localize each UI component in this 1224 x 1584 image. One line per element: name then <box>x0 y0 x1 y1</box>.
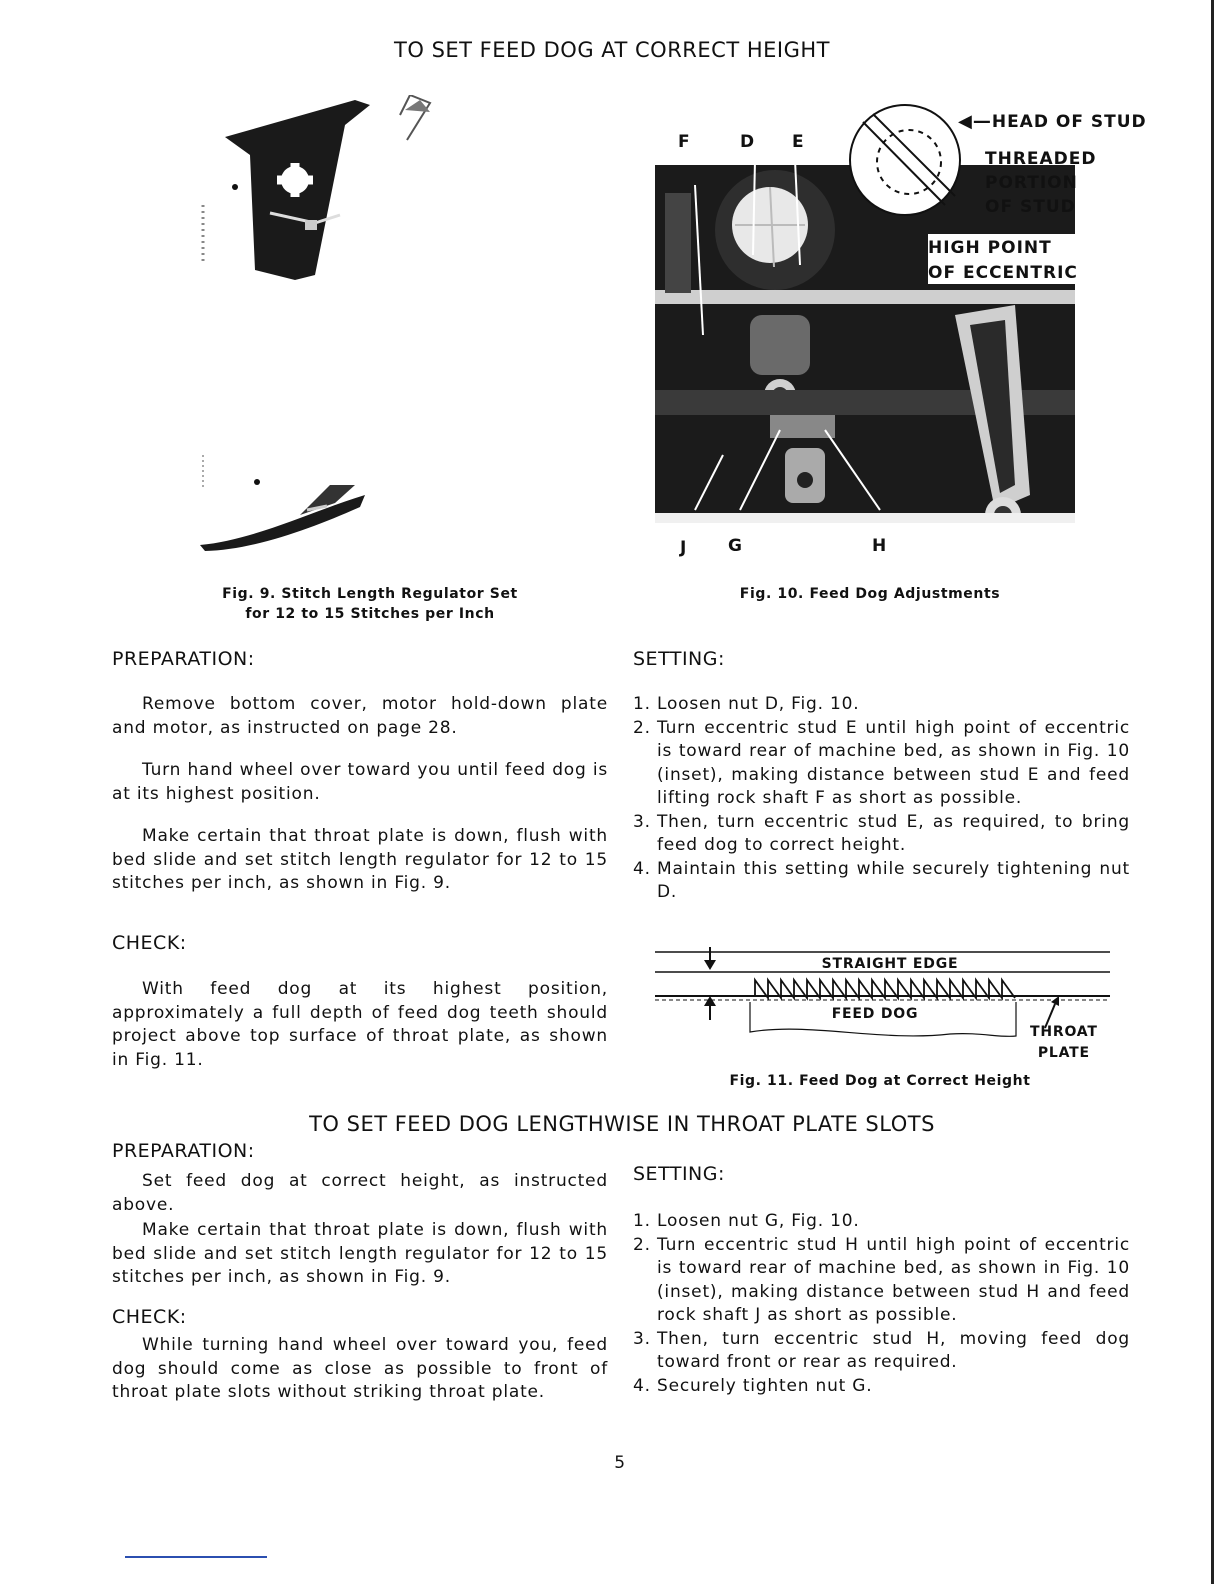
threaded-line1: THREADED <box>985 149 1097 169</box>
section2-check-paragraph: While turning hand wheel over toward you, feed dog should come as close as possible to front of throat plate slots without striking throat plate. <box>112 1335 608 1402</box>
section2-check-heading: CHECK: <box>112 1306 187 1328</box>
section2-title: TO SET FEED DOG LENGTHWISE IN THROAT PLATE SLOTS <box>309 1112 935 1136</box>
fig10-caption: Fig. 10. Feed Dog Adjustments <box>739 586 1001 602</box>
step-item <box>633 811 1130 858</box>
section2-preparation-heading: PREPARATION: <box>112 1140 255 1162</box>
step-item <box>633 717 1130 811</box>
section2-preparation-text <box>112 1170 608 1290</box>
fig9-caption <box>190 584 550 624</box>
section2-setting-heading: SETTING: <box>633 1163 725 1185</box>
high-point-line1: HIGH POINT <box>928 238 1052 258</box>
step-number: 2. <box>633 1234 651 1255</box>
step-item <box>633 1328 1130 1375</box>
fig10-label-f: F <box>678 132 691 152</box>
fig10-label-g: G <box>728 536 743 556</box>
section1-check-paragraph: With feed dog at its highest position, approximately a full depth of feed dog teeth should project above top surface of throat plate, as shown in Fig. 11. <box>112 979 608 1070</box>
page-title: TO SET FEED DOG AT CORRECT HEIGHT <box>394 38 830 62</box>
page-edge-rule <box>1211 0 1214 1584</box>
throat-line1: THROAT <box>1030 1024 1098 1040</box>
threaded-line2: PORTION <box>985 173 1078 193</box>
page-number: 5 <box>614 1453 626 1473</box>
high-point-line2: OF ECCENTRIC <box>928 263 1078 283</box>
step-item <box>633 1375 1130 1399</box>
step-item <box>633 1210 1130 1234</box>
fig10-label-high-point <box>928 236 1078 286</box>
step-number: 3. <box>633 811 651 832</box>
fig10-label-threaded-portion <box>985 147 1097 219</box>
fig9-illustration <box>195 95 445 560</box>
section1-preparation-text <box>112 693 608 915</box>
section2-check-text <box>112 1334 608 1424</box>
step-text: Turn eccentric stud E until high point of eccentric is toward rear of machine bed, as shown in Fig. 10 (inset), making distance between stud E and feed lifting rock shaft F as short as possible. <box>657 717 1130 808</box>
fig10-label-head-of-stud: ◀—HEAD OF STUD <box>958 111 1147 132</box>
step-number: 2. <box>633 717 651 738</box>
step-number: 1. <box>633 1211 651 1231</box>
section2-prep-paragraph: Make certain that throat plate is down, flush with bed slide and set stitch length regulator for 12 to 15 stitches per inch, as shown in Fig. 9. <box>112 1220 608 1287</box>
section1-prep-paragraph: Turn hand wheel over toward you until feed dog is at its highest position. <box>112 760 608 804</box>
step-text: Turn eccentric stud H until high point of eccentric is toward rear of machine bed, as shown in Fig. 10 (inset), making distance between stud H and feed rock shaft J as short as possible. <box>657 1234 1130 1325</box>
fig10-label-d: D <box>740 132 756 152</box>
fig11-label-straight-edge: STRAIGHT EDGE <box>821 956 959 972</box>
step-text: Then, turn eccentric stud E, as required, to bring feed dog to correct height. <box>657 811 1130 855</box>
section1-prep-paragraph: Remove bottom cover, motor hold-down plate and motor, as instructed on page 28. <box>112 694 608 738</box>
step-number: 4. <box>633 1375 651 1396</box>
throat-line2: PLATE <box>1037 1045 1090 1061</box>
fig10-inset-diagram <box>845 100 965 225</box>
section1-setting-steps <box>633 693 1130 905</box>
section2-setting-steps <box>633 1210 1130 1398</box>
fig11-label-feed-dog: FEED DOG <box>831 1006 919 1022</box>
step-number: 4. <box>633 858 651 879</box>
fig9-caption-line1: Fig. 9. Stitch Length Regulator Set <box>222 586 518 602</box>
step-item <box>633 1234 1130 1328</box>
section1-setting-heading: SETTING: <box>633 648 725 670</box>
step-item <box>633 693 1130 717</box>
fig9-caption-line2: for 12 to 15 Stitches per Inch <box>245 606 495 622</box>
section1-check-text <box>112 978 608 1091</box>
step-text: Then, turn eccentric stud H, moving feed dog toward front or rear as required. <box>657 1328 1130 1372</box>
step-text: Maintain this setting while securely tightening nut D. <box>657 858 1130 902</box>
fig10-label-h: H <box>872 536 888 556</box>
threaded-line3: OF STUD <box>985 197 1076 217</box>
step-number: 3. <box>633 1328 651 1349</box>
fig10-label-j: J <box>680 538 688 558</box>
section2-prep-paragraph: Set feed dog at correct height, as instructed above. <box>112 1171 608 1215</box>
section1-check-heading: CHECK: <box>112 932 187 954</box>
step-text: Loosen nut D, Fig. 10. <box>657 694 860 714</box>
fig10-label-e: E <box>792 132 805 152</box>
section1-prep-paragraph: Make certain that throat plate is down, flush with bed slide and set stitch length regulator for 12 to 15 stitches per inch, as shown in Fig. 9. <box>112 826 608 893</box>
fig11-caption: Fig. 11. Feed Dog at Correct Height <box>729 1073 1031 1089</box>
step-text: Loosen nut G, Fig. 10. <box>657 1211 860 1231</box>
step-item <box>633 858 1130 905</box>
footer-rule <box>125 1556 267 1558</box>
fig11-label-throat-plate <box>1030 1022 1098 1064</box>
step-number: 1. <box>633 694 651 714</box>
section1-preparation-heading: PREPARATION: <box>112 648 255 670</box>
step-text: Securely tighten nut G. <box>657 1375 873 1396</box>
